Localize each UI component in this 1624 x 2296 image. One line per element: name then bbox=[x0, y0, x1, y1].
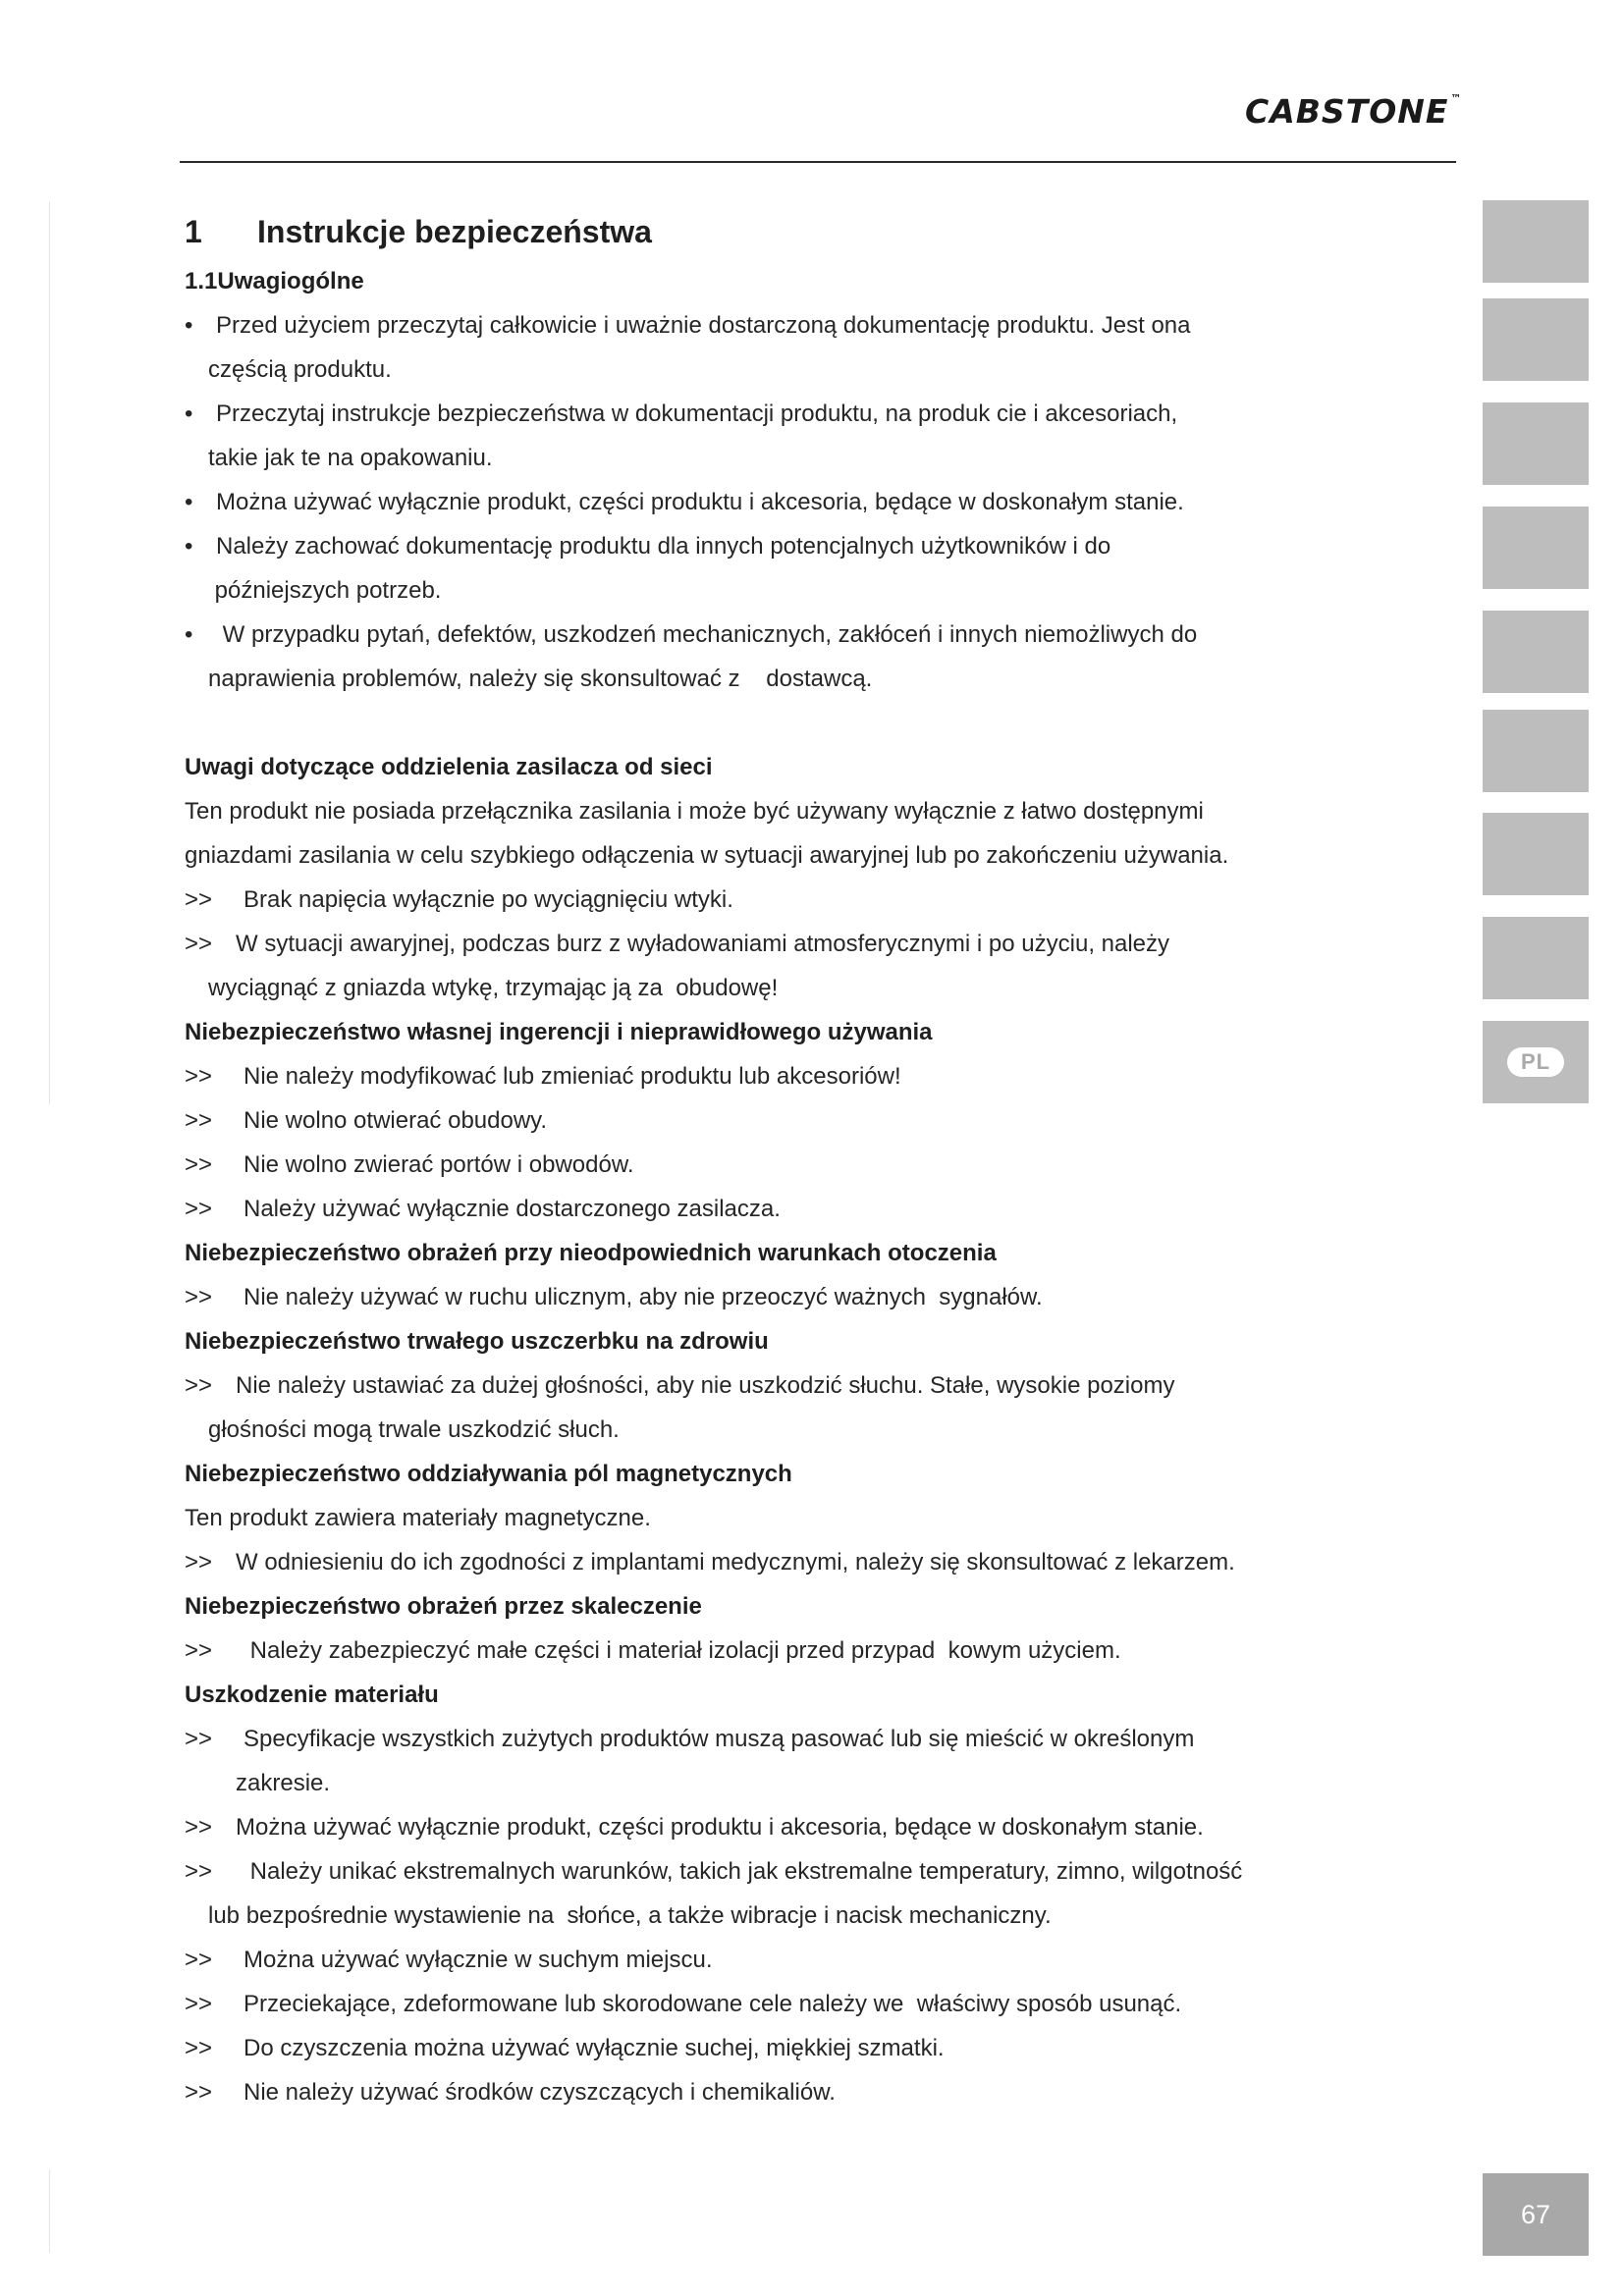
line-text: Przeciekające, zdeformowane lub skorodowane cele należy we właściwy sposób usunąć. bbox=[244, 1991, 1182, 2017]
line-text: Przeczytaj instrukcje bezpieczeństwa w dokumentacji produktu, na produk cie i akcesoriach, bbox=[216, 400, 1178, 427]
line-text: W sytuacji awaryjnej, podczas burz z wyładowaniami atmosferycznymi i po użyciu, należy bbox=[236, 931, 1170, 957]
continuation-line bbox=[185, 1761, 1451, 1805]
line-text: Można używać wyłącznie produkt, części produktu i akcesoria, będące w doskonałym stanie. bbox=[216, 489, 1184, 515]
arrow-marker: >> bbox=[185, 886, 213, 913]
arrow-item bbox=[185, 1054, 1451, 1098]
line-text: Uszkodzenie materiału bbox=[185, 1682, 439, 1708]
continuation-line bbox=[185, 657, 1451, 701]
line-text: późniejszych potrzeb. bbox=[208, 577, 442, 604]
line-text: Należy zachować dokumentację produktu dla innych potencjalnych użytkowników i do bbox=[216, 533, 1111, 560]
line-text: Nie należy ustawiać za dużej głośności, aby nie uszkodzić słuchu. Stałe, wysokie poziomy bbox=[236, 1372, 1175, 1399]
line-text: Niebezpieczeństwo obrażeń przez skaleczenie bbox=[185, 1593, 702, 1620]
line-text: gniazdami zasilania w celu szybkiego odłączenia w sytuacji awaryjnej lub po zakończeniu używania. bbox=[185, 842, 1229, 869]
subheading bbox=[185, 1319, 1451, 1363]
subheading bbox=[185, 1673, 1451, 1717]
line-text: wyciągnąć z gniazda wtykę, trzymając ją za obudowę! bbox=[208, 975, 779, 1001]
bullet-item bbox=[185, 480, 1451, 524]
line-text: Specyfikacje wszystkich zużytych produktów muszą pasować lub się mieścić w określonym bbox=[244, 1726, 1195, 1752]
arrow-item bbox=[185, 1098, 1451, 1143]
line-text: 1.1Uwagiogólne bbox=[185, 268, 364, 294]
spacer bbox=[185, 701, 1451, 745]
bullet-item bbox=[185, 392, 1451, 436]
arrow-item bbox=[185, 2070, 1451, 2114]
line-text: Niebezpieczeństwo obrażeń przy nieodpowiednich warunkach otoczenia bbox=[185, 1240, 997, 1266]
line-text: W przypadku pytań, defektów, uszkodzeń mechanicznych, zakłóceń i innych niemożliwych do bbox=[216, 621, 1198, 648]
continuation-line bbox=[185, 436, 1451, 480]
arrow-marker: >> bbox=[185, 1151, 213, 1178]
line-text: naprawienia problemów, należy się skonsultować z dostawcą. bbox=[208, 666, 873, 692]
line-text: Nie należy używać w ruchu ulicznym, aby nie przeoczyć ważnych sygnałów. bbox=[244, 1284, 1043, 1310]
arrow-marker: >> bbox=[185, 1947, 213, 1973]
arrow-marker: >> bbox=[185, 1814, 213, 1841]
arrow-item bbox=[185, 1187, 1451, 1231]
arrow-marker: >> bbox=[185, 1196, 213, 1222]
bullet-item bbox=[185, 524, 1451, 568]
continuation-line bbox=[185, 1894, 1451, 1938]
section-heading bbox=[185, 208, 1451, 255]
language-tab bbox=[1483, 710, 1589, 792]
arrow-marker: >> bbox=[185, 931, 213, 957]
line-text: Należy unikać ekstremalnych warunków, takich jak ekstremalne temperatury, zimno, wilgotność bbox=[244, 1858, 1243, 1885]
section-number: 1 bbox=[185, 214, 202, 249]
line-text: Można używać wyłącznie produkt, części produktu i akcesoria, będące w doskonałym stanie. bbox=[236, 1814, 1204, 1841]
left-margin-line-bottom bbox=[49, 2169, 50, 2253]
line-text: Należy używać wyłącznie dostarczonego zasilacza. bbox=[244, 1196, 781, 1222]
arrow-item bbox=[185, 2026, 1451, 2070]
line-text: Można używać wyłącznie w suchym miejscu. bbox=[244, 1947, 713, 1973]
paragraph-line bbox=[185, 1496, 1451, 1540]
arrow-item bbox=[185, 1275, 1451, 1319]
continuation-line bbox=[185, 568, 1451, 613]
arrow-item bbox=[185, 878, 1451, 922]
line-text: Niebezpieczeństwo własnej ingerencji i nieprawidłowego używania bbox=[185, 1019, 933, 1045]
line-text: Ten produkt zawiera materiały magnetyczne. bbox=[185, 1505, 651, 1531]
line-text: takie jak te na opakowaniu. bbox=[208, 445, 493, 471]
line-text: Uwagi dotyczące oddzielenia zasilacza od sieci bbox=[185, 754, 713, 780]
page-number: 67 bbox=[1483, 2173, 1589, 2256]
arrow-item bbox=[185, 1938, 1451, 1982]
line-text: Ten produkt nie posiada przełącznika zasilania i może być używany wyłącznie z łatwo dostępnymi bbox=[185, 798, 1204, 825]
arrow-item bbox=[185, 1805, 1451, 1849]
paragraph-line bbox=[185, 833, 1451, 878]
language-tab bbox=[1483, 507, 1589, 589]
arrow-item bbox=[185, 1629, 1451, 1673]
arrow-marker: >> bbox=[185, 1063, 213, 1090]
paragraph-line bbox=[185, 789, 1451, 833]
language-tab bbox=[1483, 813, 1589, 895]
language-tab bbox=[1483, 200, 1589, 283]
arrow-marker: >> bbox=[185, 1858, 213, 1885]
subheading bbox=[185, 745, 1451, 789]
line-text: Nie należy modyfikować lub zmieniać produktu lub akcesoriów! bbox=[244, 1063, 901, 1090]
arrow-marker: >> bbox=[185, 1372, 213, 1399]
arrow-marker: >> bbox=[185, 1107, 213, 1134]
line-text: zakresie. bbox=[236, 1770, 331, 1796]
header-rule bbox=[180, 161, 1456, 163]
line-text: Brak napięcia wyłącznie po wyciągnięciu wtyki. bbox=[244, 886, 733, 913]
arrow-item bbox=[185, 1849, 1451, 1894]
line-text: W odniesieniu do ich zgodności z implantami medycznymi, należy się skonsultować z lekarzem. bbox=[236, 1549, 1235, 1575]
language-tab bbox=[1483, 298, 1589, 381]
subheading bbox=[185, 1231, 1451, 1275]
subheading bbox=[185, 1584, 1451, 1629]
arrow-marker: >> bbox=[185, 2079, 213, 2106]
bullet-marker: • bbox=[185, 400, 193, 427]
bullet-marker: • bbox=[185, 312, 193, 339]
bullet-marker: • bbox=[185, 621, 193, 648]
arrow-marker: >> bbox=[185, 1991, 213, 2017]
left-margin-line bbox=[49, 201, 50, 1104]
line-text: Niebezpieczeństwo trwałego uszczerbku na zdrowiu bbox=[185, 1328, 769, 1355]
language-tab bbox=[1483, 402, 1589, 485]
arrow-item bbox=[185, 1717, 1451, 1761]
subheading bbox=[185, 1010, 1451, 1054]
line-text: lub bezpośrednie wystawienie na słońce, a także wibracje i nacisk mechaniczny. bbox=[208, 1902, 1052, 1929]
continuation-line bbox=[185, 347, 1451, 392]
line-text: Nie wolno otwierać obudowy. bbox=[244, 1107, 548, 1134]
arrow-item bbox=[185, 1540, 1451, 1584]
subheading bbox=[185, 259, 1451, 303]
arrow-item bbox=[185, 1982, 1451, 2026]
language-tab bbox=[1483, 917, 1589, 999]
arrow-marker: >> bbox=[185, 2035, 213, 2061]
line-text: Niebezpieczeństwo oddziaływania pól magnetycznych bbox=[185, 1461, 792, 1487]
arrow-marker: >> bbox=[185, 1726, 213, 1752]
arrow-marker: >> bbox=[185, 1637, 213, 1664]
language-tab bbox=[1483, 611, 1589, 693]
bullet-item bbox=[185, 303, 1451, 347]
line-text: Nie wolno zwierać portów i obwodów. bbox=[244, 1151, 634, 1178]
arrow-item bbox=[185, 1363, 1451, 1408]
arrow-marker: >> bbox=[185, 1549, 213, 1575]
language-tab-label: PL bbox=[1507, 1047, 1564, 1077]
line-text: Do czyszczenia można używać wyłącznie suchej, miękkiej szmatki. bbox=[244, 2035, 945, 2061]
bullet-item bbox=[185, 613, 1451, 657]
line-text: głośności mogą trwale uszkodzić słuch. bbox=[208, 1416, 620, 1443]
section-title: Instrukcje bezpieczeństwa bbox=[257, 214, 652, 249]
line-text: Przed użyciem przeczytaj całkowicie i uważnie dostarczoną dokumentację produktu. Jest ona bbox=[216, 312, 1191, 339]
continuation-line bbox=[185, 966, 1451, 1010]
arrow-item bbox=[185, 1143, 1451, 1187]
arrow-item bbox=[185, 922, 1451, 966]
subheading bbox=[185, 1452, 1451, 1496]
cabstone-logo: CABSTONE ™ bbox=[1245, 92, 1463, 131]
line-text: Należy zabezpieczyć małe części i materiał izolacji przed przypad kowym użyciem. bbox=[244, 1637, 1121, 1664]
bullet-marker: • bbox=[185, 489, 193, 515]
language-tab-pl bbox=[1483, 1021, 1589, 1103]
continuation-line bbox=[185, 1408, 1451, 1452]
instruction-lines bbox=[185, 259, 1451, 2114]
document-body bbox=[185, 208, 1451, 2114]
line-text: Nie należy używać środków czyszczących i chemikaliów. bbox=[244, 2079, 836, 2106]
line-text: częścią produktu. bbox=[208, 356, 392, 383]
arrow-marker: >> bbox=[185, 1284, 213, 1310]
bullet-marker: • bbox=[185, 533, 193, 560]
